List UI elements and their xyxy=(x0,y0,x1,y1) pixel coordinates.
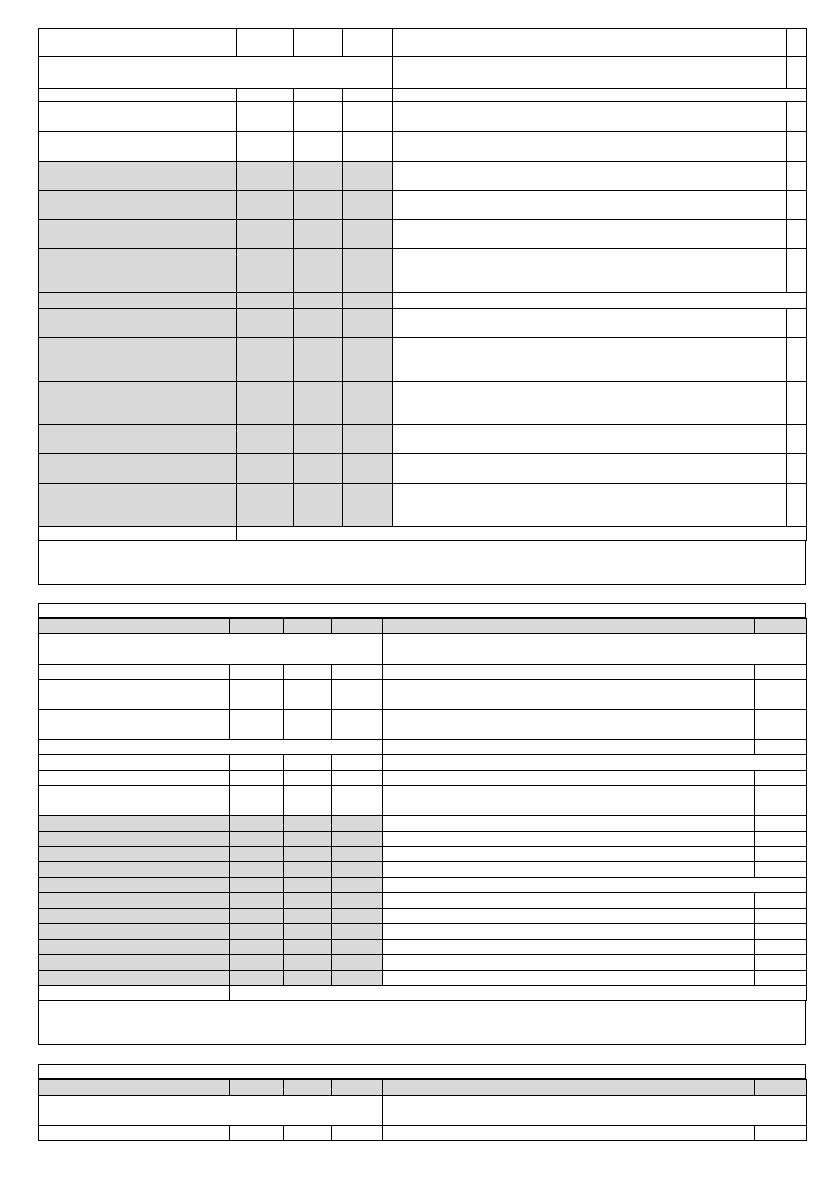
value-cell-c xyxy=(332,924,383,940)
header-cell-col-a xyxy=(230,619,284,634)
value-cell-b xyxy=(284,909,332,924)
label-cell xyxy=(39,382,237,425)
header-cell-check xyxy=(755,1080,807,1096)
section2-row xyxy=(39,955,807,971)
section2-footer-row xyxy=(39,986,807,1001)
value-cell-b xyxy=(294,132,343,162)
value-cell-c xyxy=(343,191,393,220)
label-cell xyxy=(39,102,237,132)
check-cell xyxy=(755,832,807,847)
value-cell-a xyxy=(230,771,284,786)
value-cell-c xyxy=(332,786,383,816)
value-cell-b xyxy=(294,220,343,249)
form-section-1 xyxy=(38,28,806,585)
value-cell-c xyxy=(343,132,393,162)
remarks-cell xyxy=(383,971,755,986)
section3-row xyxy=(39,1096,807,1126)
remarks-cell xyxy=(383,1096,807,1126)
section2-row xyxy=(39,924,807,940)
merged-label-cell xyxy=(39,740,383,755)
value-cell-c xyxy=(343,309,393,338)
check-cell xyxy=(755,680,807,710)
value-cell-a xyxy=(230,816,284,832)
check-cell xyxy=(787,382,807,425)
remarks-cell xyxy=(383,847,755,862)
label-cell xyxy=(39,309,237,338)
value-cell-b xyxy=(294,89,343,102)
section1-row xyxy=(39,191,807,220)
value-cell-b xyxy=(284,940,332,955)
value-cell-a xyxy=(230,955,284,971)
label-cell xyxy=(39,29,237,57)
value-cell-a xyxy=(237,220,294,249)
value-cell-a xyxy=(237,29,294,57)
value-cell-a xyxy=(230,755,284,771)
remarks-cell xyxy=(393,102,787,132)
remarks-cell xyxy=(383,680,755,710)
remarks-cell xyxy=(393,309,787,338)
remarks-cell xyxy=(393,425,787,454)
section1-row xyxy=(39,162,807,191)
label-cell xyxy=(39,940,230,955)
value-cell-c xyxy=(343,220,393,249)
check-cell xyxy=(755,847,807,862)
footer-value-cell xyxy=(230,986,807,1001)
value-cell-a xyxy=(237,102,294,132)
value-cell-b xyxy=(284,1126,332,1141)
section2-row xyxy=(39,634,807,665)
section1-row xyxy=(39,132,807,162)
value-cell-a xyxy=(237,191,294,220)
check-cell xyxy=(755,771,807,786)
value-cell-a xyxy=(237,338,294,382)
check-cell xyxy=(755,1126,807,1141)
check-cell xyxy=(787,220,807,249)
footer-label-cell xyxy=(39,986,230,1001)
section3-row xyxy=(39,1126,807,1141)
form-table-2 xyxy=(38,618,807,1001)
section1-row xyxy=(39,454,807,484)
value-cell-c xyxy=(332,893,383,909)
section1-row xyxy=(39,102,807,132)
remarks-cell xyxy=(383,862,755,878)
remarks-cell xyxy=(383,816,755,832)
check-cell xyxy=(755,740,807,755)
value-cell-b xyxy=(294,382,343,425)
remarks-cell xyxy=(393,89,807,102)
label-cell xyxy=(39,665,230,680)
label-cell xyxy=(39,89,237,102)
value-cell-a xyxy=(230,971,284,986)
value-cell-a xyxy=(230,909,284,924)
value-cell-a xyxy=(237,309,294,338)
section2-row xyxy=(39,755,807,771)
value-cell-c xyxy=(343,162,393,191)
value-cell-c xyxy=(332,832,383,847)
value-cell-c xyxy=(343,249,393,293)
label-cell xyxy=(39,847,230,862)
header-cell-label xyxy=(39,1080,230,1096)
check-cell xyxy=(755,786,807,816)
value-cell-c xyxy=(332,755,383,771)
remarks-cell xyxy=(393,191,787,220)
check-cell xyxy=(755,909,807,924)
value-cell-b xyxy=(284,878,332,893)
remarks-cell xyxy=(383,924,755,940)
value-cell-c xyxy=(332,955,383,971)
value-cell-a xyxy=(230,847,284,862)
label-cell xyxy=(39,832,230,847)
section3-row xyxy=(39,1080,807,1096)
value-cell-b xyxy=(284,862,332,878)
check-cell xyxy=(755,924,807,940)
merged-label-cell xyxy=(39,57,393,89)
section2-row xyxy=(39,786,807,816)
value-cell-b xyxy=(294,309,343,338)
notes-box-2 xyxy=(38,1001,806,1045)
check-cell xyxy=(787,132,807,162)
value-cell-a xyxy=(237,382,294,425)
remarks-cell xyxy=(393,454,787,484)
value-cell-a xyxy=(237,293,294,309)
form-table-3 xyxy=(38,1079,807,1141)
header-cell-col-a xyxy=(230,1080,284,1096)
section1-row xyxy=(39,425,807,454)
section2-row xyxy=(39,940,807,955)
check-cell xyxy=(787,338,807,382)
value-cell-a xyxy=(230,832,284,847)
value-cell-b xyxy=(294,249,343,293)
label-cell xyxy=(39,816,230,832)
label-cell xyxy=(39,771,230,786)
check-cell xyxy=(787,454,807,484)
label-cell xyxy=(39,786,230,816)
header-cell-label xyxy=(39,619,230,634)
label-cell xyxy=(39,893,230,909)
label-cell xyxy=(39,249,237,293)
value-cell-b xyxy=(294,338,343,382)
value-cell-c xyxy=(332,862,383,878)
header-cell-remarks xyxy=(383,619,755,634)
section2-row xyxy=(39,665,807,680)
section2-row xyxy=(39,710,807,740)
value-cell-a xyxy=(230,862,284,878)
remarks-cell xyxy=(383,755,807,771)
value-cell-b xyxy=(284,955,332,971)
remarks-cell xyxy=(393,29,787,57)
value-cell-b xyxy=(294,293,343,309)
remarks-cell xyxy=(393,249,787,293)
value-cell-a xyxy=(237,425,294,454)
label-cell xyxy=(39,878,230,893)
section2-row xyxy=(39,909,807,924)
check-cell xyxy=(755,862,807,878)
label-cell xyxy=(39,191,237,220)
section-title-bar-3 xyxy=(38,1064,806,1079)
notes-box-1 xyxy=(38,541,806,585)
section2-row xyxy=(39,862,807,878)
remarks-cell xyxy=(383,909,755,924)
section2-row xyxy=(39,771,807,786)
check-cell xyxy=(787,29,807,57)
section1-row xyxy=(39,309,807,338)
label-cell xyxy=(39,710,230,740)
remarks-cell xyxy=(383,940,755,955)
value-cell-b xyxy=(284,680,332,710)
section1-row xyxy=(39,57,807,89)
label-cell xyxy=(39,862,230,878)
value-cell-a xyxy=(230,940,284,955)
footer-value-cell xyxy=(237,527,807,541)
check-cell xyxy=(787,102,807,132)
value-cell-a xyxy=(230,665,284,680)
value-cell-a xyxy=(237,249,294,293)
section1-row xyxy=(39,293,807,309)
remarks-cell xyxy=(383,710,755,740)
value-cell-a xyxy=(230,786,284,816)
section1-row xyxy=(39,382,807,425)
section1-row xyxy=(39,249,807,293)
check-cell xyxy=(787,309,807,338)
value-cell-a xyxy=(237,162,294,191)
remarks-cell xyxy=(383,786,755,816)
remarks-cell xyxy=(393,293,807,309)
value-cell-b xyxy=(284,786,332,816)
value-cell-c xyxy=(332,909,383,924)
remarks-cell xyxy=(393,57,787,89)
value-cell-c xyxy=(343,484,393,527)
value-cell-c xyxy=(343,425,393,454)
section2-row xyxy=(39,878,807,893)
remarks-cell xyxy=(393,162,787,191)
remarks-cell xyxy=(383,1126,755,1141)
label-cell xyxy=(39,132,237,162)
value-cell-c xyxy=(332,816,383,832)
value-cell-a xyxy=(237,132,294,162)
check-cell xyxy=(787,484,807,527)
value-cell-b xyxy=(294,102,343,132)
remarks-cell xyxy=(383,955,755,971)
value-cell-b xyxy=(294,484,343,527)
section1-row xyxy=(39,484,807,527)
value-cell-c xyxy=(332,771,383,786)
remarks-cell xyxy=(393,220,787,249)
label-cell xyxy=(39,425,237,454)
value-cell-b xyxy=(284,710,332,740)
label-cell xyxy=(39,755,230,771)
value-cell-b xyxy=(294,191,343,220)
value-cell-b xyxy=(294,425,343,454)
remarks-cell xyxy=(383,740,755,755)
form-table-1 xyxy=(38,28,807,541)
check-cell xyxy=(755,893,807,909)
header-cell-col-c xyxy=(332,1080,383,1096)
label-cell xyxy=(39,162,237,191)
section2-row xyxy=(39,847,807,862)
remarks-cell xyxy=(383,771,755,786)
value-cell-c xyxy=(343,102,393,132)
value-cell-a xyxy=(230,1126,284,1141)
check-cell xyxy=(755,816,807,832)
value-cell-b xyxy=(294,454,343,484)
section1-footer-row xyxy=(39,527,807,541)
check-cell xyxy=(755,955,807,971)
label-cell xyxy=(39,338,237,382)
remarks-cell xyxy=(393,484,787,527)
value-cell-c xyxy=(343,338,393,382)
remarks-cell xyxy=(383,893,755,909)
value-cell-c xyxy=(332,1126,383,1141)
value-cell-a xyxy=(237,454,294,484)
form-section-3 xyxy=(38,1064,806,1141)
section2-row xyxy=(39,832,807,847)
section2-row xyxy=(39,619,807,634)
value-cell-a xyxy=(230,680,284,710)
footer-label-cell xyxy=(39,527,237,541)
section1-row xyxy=(39,29,807,57)
value-cell-a xyxy=(230,924,284,940)
label-cell xyxy=(39,909,230,924)
section2-row xyxy=(39,740,807,755)
check-cell xyxy=(787,249,807,293)
value-cell-c xyxy=(332,710,383,740)
section2-row xyxy=(39,971,807,986)
check-cell xyxy=(787,425,807,454)
value-cell-b xyxy=(284,847,332,862)
header-cell-col-b xyxy=(284,1080,332,1096)
value-cell-b xyxy=(284,832,332,847)
check-cell xyxy=(787,162,807,191)
value-cell-a xyxy=(237,484,294,527)
check-cell xyxy=(755,971,807,986)
value-cell-b xyxy=(294,29,343,57)
check-cell xyxy=(755,665,807,680)
value-cell-b xyxy=(284,665,332,680)
check-cell xyxy=(787,57,807,89)
value-cell-c xyxy=(332,971,383,986)
value-cell-a xyxy=(230,710,284,740)
value-cell-c xyxy=(343,293,393,309)
section1-row xyxy=(39,220,807,249)
check-cell xyxy=(787,191,807,220)
value-cell-b xyxy=(284,816,332,832)
header-cell-check xyxy=(755,619,807,634)
remarks-cell xyxy=(383,665,755,680)
value-cell-c xyxy=(332,680,383,710)
value-cell-b xyxy=(284,771,332,786)
check-cell xyxy=(755,940,807,955)
merged-label-cell xyxy=(39,1096,383,1126)
value-cell-c xyxy=(332,878,383,893)
label-cell xyxy=(39,454,237,484)
header-cell-remarks xyxy=(383,1080,755,1096)
form-section-2 xyxy=(38,603,806,1045)
header-cell-col-b xyxy=(284,619,332,634)
value-cell-a xyxy=(230,893,284,909)
value-cell-c xyxy=(343,29,393,57)
value-cell-b xyxy=(294,162,343,191)
value-cell-c xyxy=(343,382,393,425)
value-cell-b xyxy=(284,924,332,940)
remarks-cell xyxy=(383,832,755,847)
value-cell-c xyxy=(332,665,383,680)
value-cell-b xyxy=(284,971,332,986)
label-cell xyxy=(39,1126,230,1141)
section2-row xyxy=(39,893,807,909)
section1-row xyxy=(39,89,807,102)
value-cell-c xyxy=(343,454,393,484)
label-cell xyxy=(39,680,230,710)
remarks-cell xyxy=(393,338,787,382)
section-title-bar-2 xyxy=(38,603,806,618)
value-cell-c xyxy=(332,940,383,955)
merged-label-cell xyxy=(39,634,383,665)
remarks-cell xyxy=(383,634,807,665)
section2-row xyxy=(39,816,807,832)
section1-row xyxy=(39,338,807,382)
label-cell xyxy=(39,924,230,940)
value-cell-b xyxy=(284,893,332,909)
label-cell xyxy=(39,971,230,986)
value-cell-c xyxy=(343,89,393,102)
value-cell-b xyxy=(284,755,332,771)
label-cell xyxy=(39,220,237,249)
value-cell-a xyxy=(230,878,284,893)
remarks-cell xyxy=(383,878,807,893)
section2-row xyxy=(39,680,807,710)
label-cell xyxy=(39,955,230,971)
remarks-cell xyxy=(393,132,787,162)
header-cell-col-c xyxy=(332,619,383,634)
value-cell-c xyxy=(332,847,383,862)
label-cell xyxy=(39,484,237,527)
label-cell xyxy=(39,293,237,309)
remarks-cell xyxy=(393,382,787,425)
check-cell xyxy=(755,710,807,740)
value-cell-a xyxy=(237,89,294,102)
